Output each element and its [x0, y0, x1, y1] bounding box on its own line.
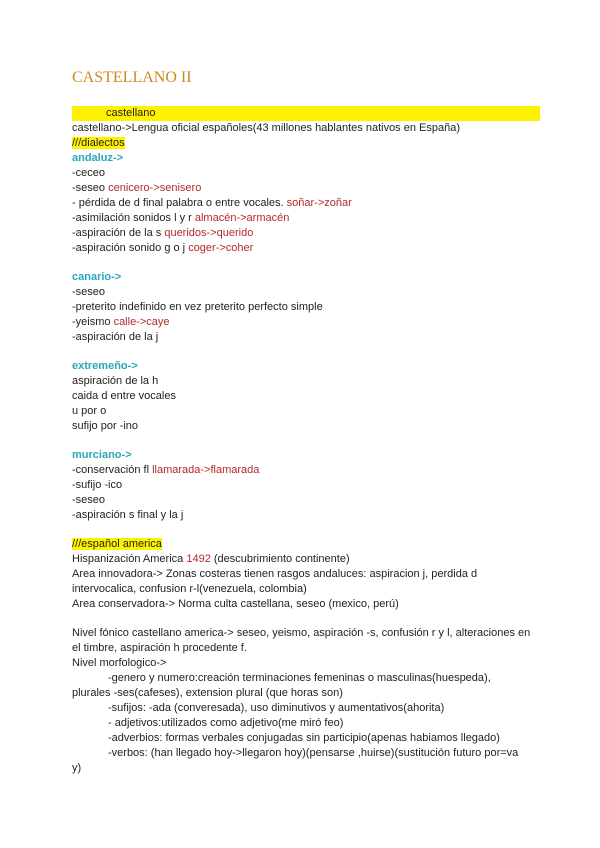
example-red: soñar->zoñar — [286, 197, 352, 209]
list-item: -conservación fl llamarada->flamarada — [72, 464, 260, 476]
adjetivos-line: - adjetivos:utilizados como adjetivo(me miró feo) — [108, 717, 344, 729]
list-item: -aspiración de la j — [72, 331, 159, 343]
list-item: -aspiración s final y la j — [72, 509, 184, 521]
andaluz-list — [72, 166, 532, 256]
sufijos-line: -sufijos: -ada (converesada), uso diminutivos y aumentativos(ahorita) — [108, 702, 445, 714]
list-item: caida d entre vocales — [72, 390, 176, 402]
dialectos-heading — [72, 136, 532, 151]
dialect-andaluz: andaluz-> — [72, 152, 124, 164]
nivel-morfologico: Nivel morfologico-> — [72, 657, 167, 669]
america-heading-line — [72, 537, 532, 552]
list-item: u por o — [72, 405, 107, 417]
america-heading: ///español america — [72, 538, 162, 550]
page-title: CASTELLANO II — [72, 69, 192, 86]
intro-line: castellano->Lengua oficial españoles(43 millones hablantes nativos en España) — [72, 122, 461, 134]
list-item: -sufijo -ico — [72, 479, 123, 491]
document-page — [72, 68, 532, 776]
genero-line-1: -genero y numero:creación terminaciones femeninas o masculinas(huespeda), — [108, 672, 491, 684]
list-item: -aspiración sonido g o j coger->coher — [72, 242, 254, 254]
list-item: - pérdida de d final palabra o entre vocales. soñar->zoñar — [72, 197, 352, 209]
list-item: sufijo por -ino — [72, 420, 139, 432]
list-item: -seseo — [72, 286, 106, 298]
dialectos-label: ///dialectos — [72, 137, 125, 149]
murciano-list — [72, 463, 532, 523]
canario-list — [72, 285, 532, 345]
list-item: -preterito indefinido en vez preterito perfecto simple — [72, 301, 323, 313]
list-item: -asimilación sonidos l y r almacén->armacén — [72, 212, 290, 224]
highlight-line — [72, 106, 532, 121]
example-red: cenicero->senisero — [108, 182, 202, 194]
dialect-murciano: murciano-> — [72, 449, 132, 461]
area-innovadora: Area innovadora-> Zonas costeras tienen rasgos andaluces: aspiracion j, perdida d intervocalica, confusion r-l(venezuela, colombia) — [72, 568, 478, 595]
hispanizacion-line: Hispanización America 1492 (descubrimiento continente) — [72, 553, 350, 565]
adverbios-line: -adverbios: formas verbales conjugadas sin participio(apenas habiamos llegado) — [108, 732, 500, 744]
example-red: llamarada->flamarada — [152, 464, 260, 476]
extremeno-list — [72, 374, 532, 434]
list-item: -aspiración de la s queridos->querido — [72, 227, 254, 239]
area-conservadora: Area conservadora-> Norma culta castellana, seseo (mexico, perú) — [72, 598, 399, 610]
list-item: -ceceo — [72, 167, 106, 179]
list-item: -seseo cenicero->senisero — [72, 182, 202, 194]
year-1492: 1492 — [186, 553, 211, 565]
example-red: almacén->armacén — [194, 212, 290, 224]
dialect-canario: canario-> — [72, 271, 122, 283]
example-red: coger->coher — [188, 242, 254, 254]
verbos-line-1: -verbos: (han llegado hoy->llegaron hoy)(pensarse ,huirse)(sustitución futuro por=va — [108, 747, 519, 759]
list-item: -yeismo calle->caye — [72, 316, 170, 328]
list-item: aspiración de la h — [72, 375, 159, 387]
example-red: calle->caye — [113, 316, 170, 328]
highlighted-word: castellano — [72, 106, 540, 121]
list-item: -seseo — [72, 494, 106, 506]
nivel-fonico: Nivel fónico castellano america-> seseo, yeismo, aspiración -s, confusión r y l, alteraciones en el timbre, aspiración h procedente f. — [72, 627, 531, 654]
verbos-line-2: y) — [72, 762, 82, 774]
example-red: queridos->querido — [164, 227, 254, 239]
dialect-extremeno: extremeño-> — [72, 360, 138, 372]
genero-line-2: plurales -ses(cafeses), extension plural (que horas son) — [72, 687, 343, 699]
